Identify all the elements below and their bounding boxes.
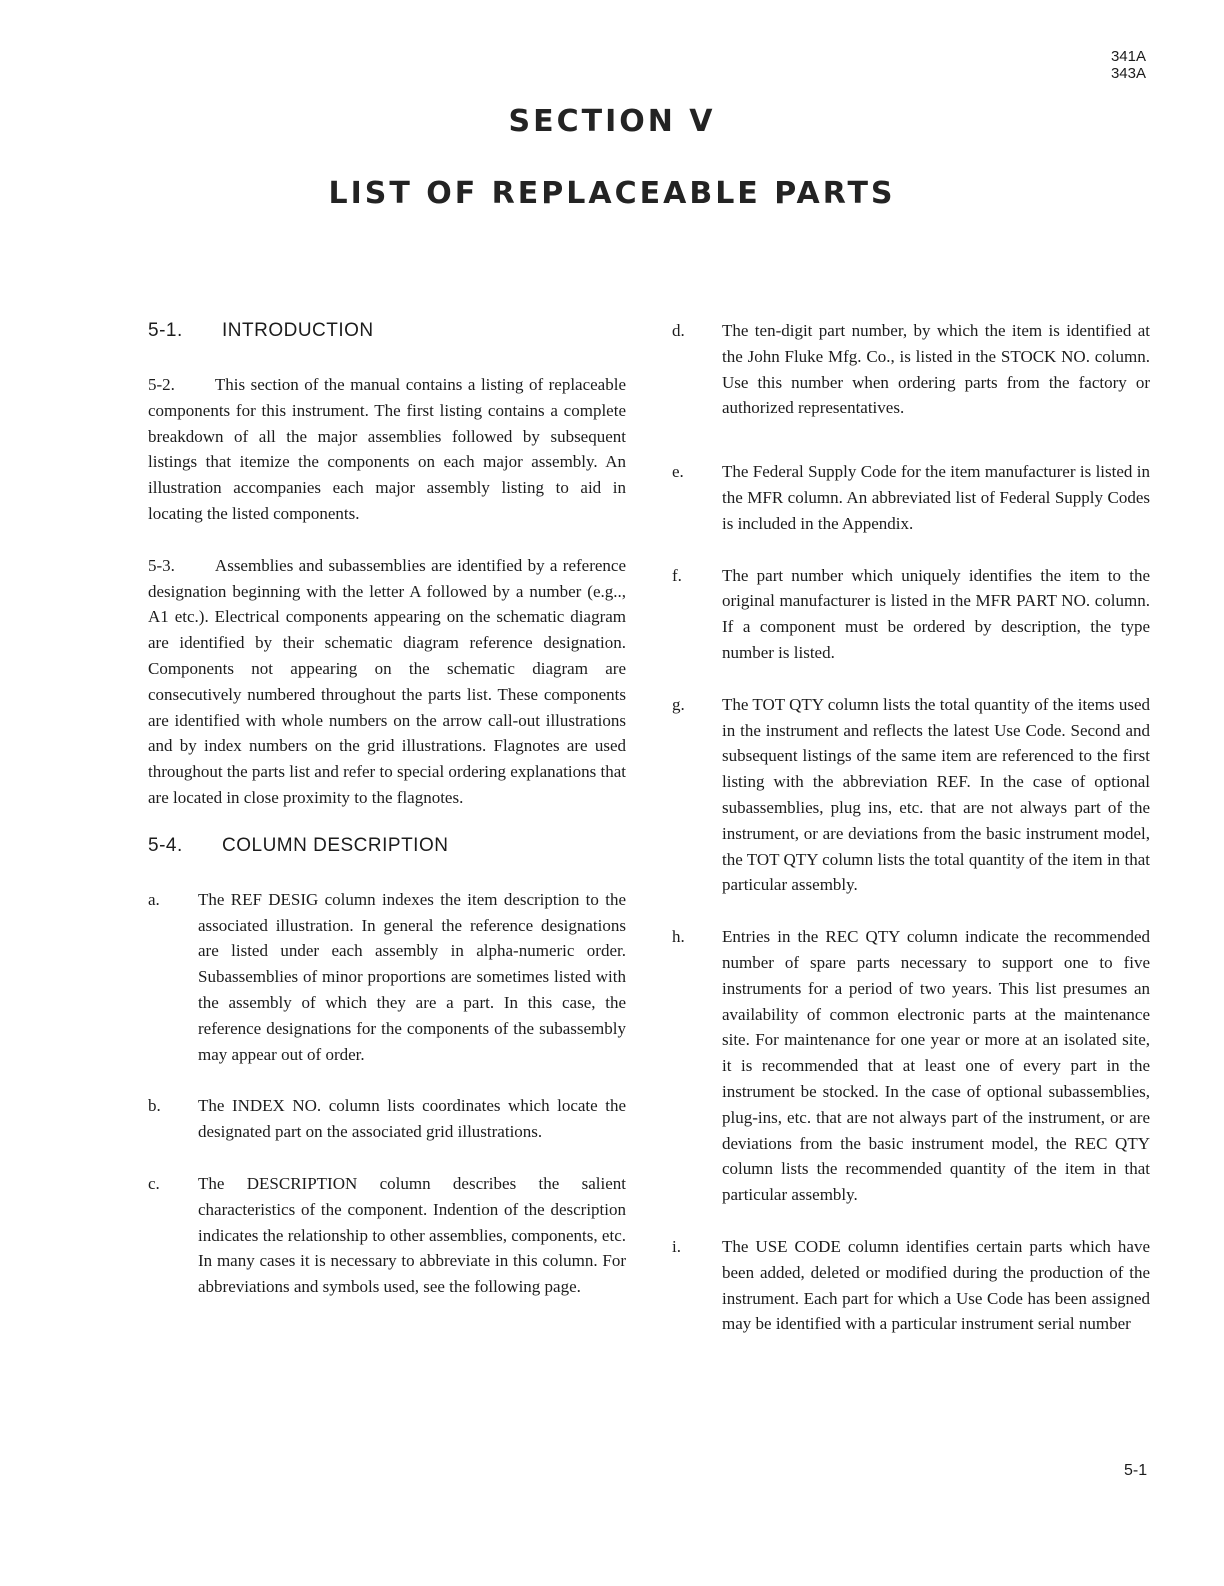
list-item-h xyxy=(672,924,1150,1208)
item-text: The ten-digit part number, by which the item is identified at the John Fluke Mfg. Co., is listed in the STOCK NO. column. Use this number when ordering parts from the factory or authorized representatives. xyxy=(722,321,1150,418)
left-column xyxy=(148,318,626,1300)
item-label: d. xyxy=(672,321,685,340)
item-text: The part number which uniquely identifies the item to the original manufacturer is listed in the MFR PART NO. column. If a component must be ordered by description, the type number is listed. xyxy=(722,565,1150,662)
item-text: The DESCRIPTION column describes the salient characteristics of the component. Indention of the description indicates the relationship to other assemblies, components, etc. In many cases it is necessary to abbreviate in this column. For abbreviations and symbols used, see the following page. xyxy=(198,1173,626,1297)
introduction-heading xyxy=(148,318,626,344)
item-text: The USE CODE column identifies certain parts which have been added, deleted or modified during the production of the instrument. Each part for which a Use Code has been assigned may be identified with a particular instrument serial number xyxy=(722,1236,1150,1334)
list-item-a xyxy=(148,887,626,1068)
paragraph-number: 5-2. xyxy=(148,375,175,394)
item-label: i. xyxy=(672,1236,681,1256)
item-label: c. xyxy=(148,1173,160,1193)
item-label: f. xyxy=(672,565,682,585)
right-column xyxy=(672,318,1150,1337)
item-label: a. xyxy=(148,889,160,909)
section-title: SECTION V xyxy=(508,104,716,139)
list-item-b xyxy=(148,1093,626,1145)
list-item-g xyxy=(672,692,1150,898)
item-text: The TOT QTY column lists the total quantity of the items used in the instrument and reflects the latest Use Code. Second and subsequent listings of the same item are referenced to the first listing with the abbreviation REF. In the case of optional subassemblies, plug ins, etc. that are not always part of the instrument, or are deviations from the basic instrument model, the TOT QTY column lists the total quantity of the item in that particular assembly. xyxy=(722,694,1150,895)
item-text: The REF DESIG column indexes the item description to the associated illustration. In general the reference designations are listed under each assembly in alpha-numeric order. Subassemblies of minor proportions are sometimes listed with the assembly of which they are a part. In this case, the reference designations for the components of the subassembly may appear out of order. xyxy=(198,889,626,1064)
paragraph-text: This section of the manual contains a listing of replaceable components for this instrument. The first listing contains a complete breakdown of all the major assemblies followed by subsequent listings that itemize the components on each major assembly. An illustration accompanies each major assembly listing to aid in locating the listed components. xyxy=(148,375,626,523)
item-label: g. xyxy=(672,694,685,714)
heading-number: 5-4. xyxy=(148,834,183,856)
model-numbers xyxy=(1111,48,1146,82)
list-item-e xyxy=(672,459,1150,536)
item-text: The INDEX NO. column lists coordinates which locate the designated part on the associated grid illustrations. xyxy=(198,1096,626,1142)
section-subtitle: LIST OF REPLACEABLE PARTS xyxy=(328,176,896,211)
heading-text: INTRODUCTION xyxy=(222,320,374,341)
item-text: Entries in the REC QTY column indicate the recommended number of spare parts necessary to support one to five instruments for a period of two years. This list presumes an availability of common electronic parts at the maintenance site. For maintenance for one year or more at an isolated site, it is recommended that at least one of every part in the instrument be stocked. In the case of optional subassemblies, plug-ins, etc. that are not always part of the instrument, or are deviations from the basic instrument model, the REC QTY column lists the recommended quantity of the item in that particular assembly. xyxy=(722,927,1150,1205)
paragraph-number: 5-3. xyxy=(148,555,175,575)
paragraph-text: Assemblies and subassemblies are identified by a reference designation beginning with the letter A followed by a number (e.g.., A1 etc.). Electrical components appearing on the schematic diagram are identified by their schematic diagram reference designation. Components not appearing on the schematic diagram are consecutively numbered throughout the parts list. These components are identified with whole numbers on the arrow call-out illustrations and by index numbers on the grid illustrations. Flagnotes are used throughout the parts list and refer to special ordering explanations that are located in close proximity to the flagnotes. xyxy=(148,555,626,807)
heading-text: COLUMN DESCRIPTION xyxy=(222,834,449,856)
paragraph-5-3 xyxy=(148,553,626,811)
list-item-f xyxy=(672,563,1150,666)
list-item-i xyxy=(672,1234,1150,1337)
list-item-d xyxy=(672,318,1150,421)
column-description-heading xyxy=(148,833,626,859)
heading-number: 5-1. xyxy=(148,320,183,341)
item-label: b. xyxy=(148,1096,161,1116)
model-number-2: 343A xyxy=(1110,65,1146,82)
paragraph-5-2 xyxy=(148,372,626,527)
page-number: 5-1 xyxy=(1124,1462,1148,1479)
model-number-1: 341A xyxy=(1110,48,1146,65)
item-label: e. xyxy=(672,462,684,482)
item-label: h. xyxy=(672,927,685,947)
item-text: The Federal Supply Code for the item manufacturer is listed in the MFR column. An abbreviated list of Federal Supply Codes is included in the Appendix. xyxy=(722,462,1150,533)
list-item-c xyxy=(148,1171,626,1300)
